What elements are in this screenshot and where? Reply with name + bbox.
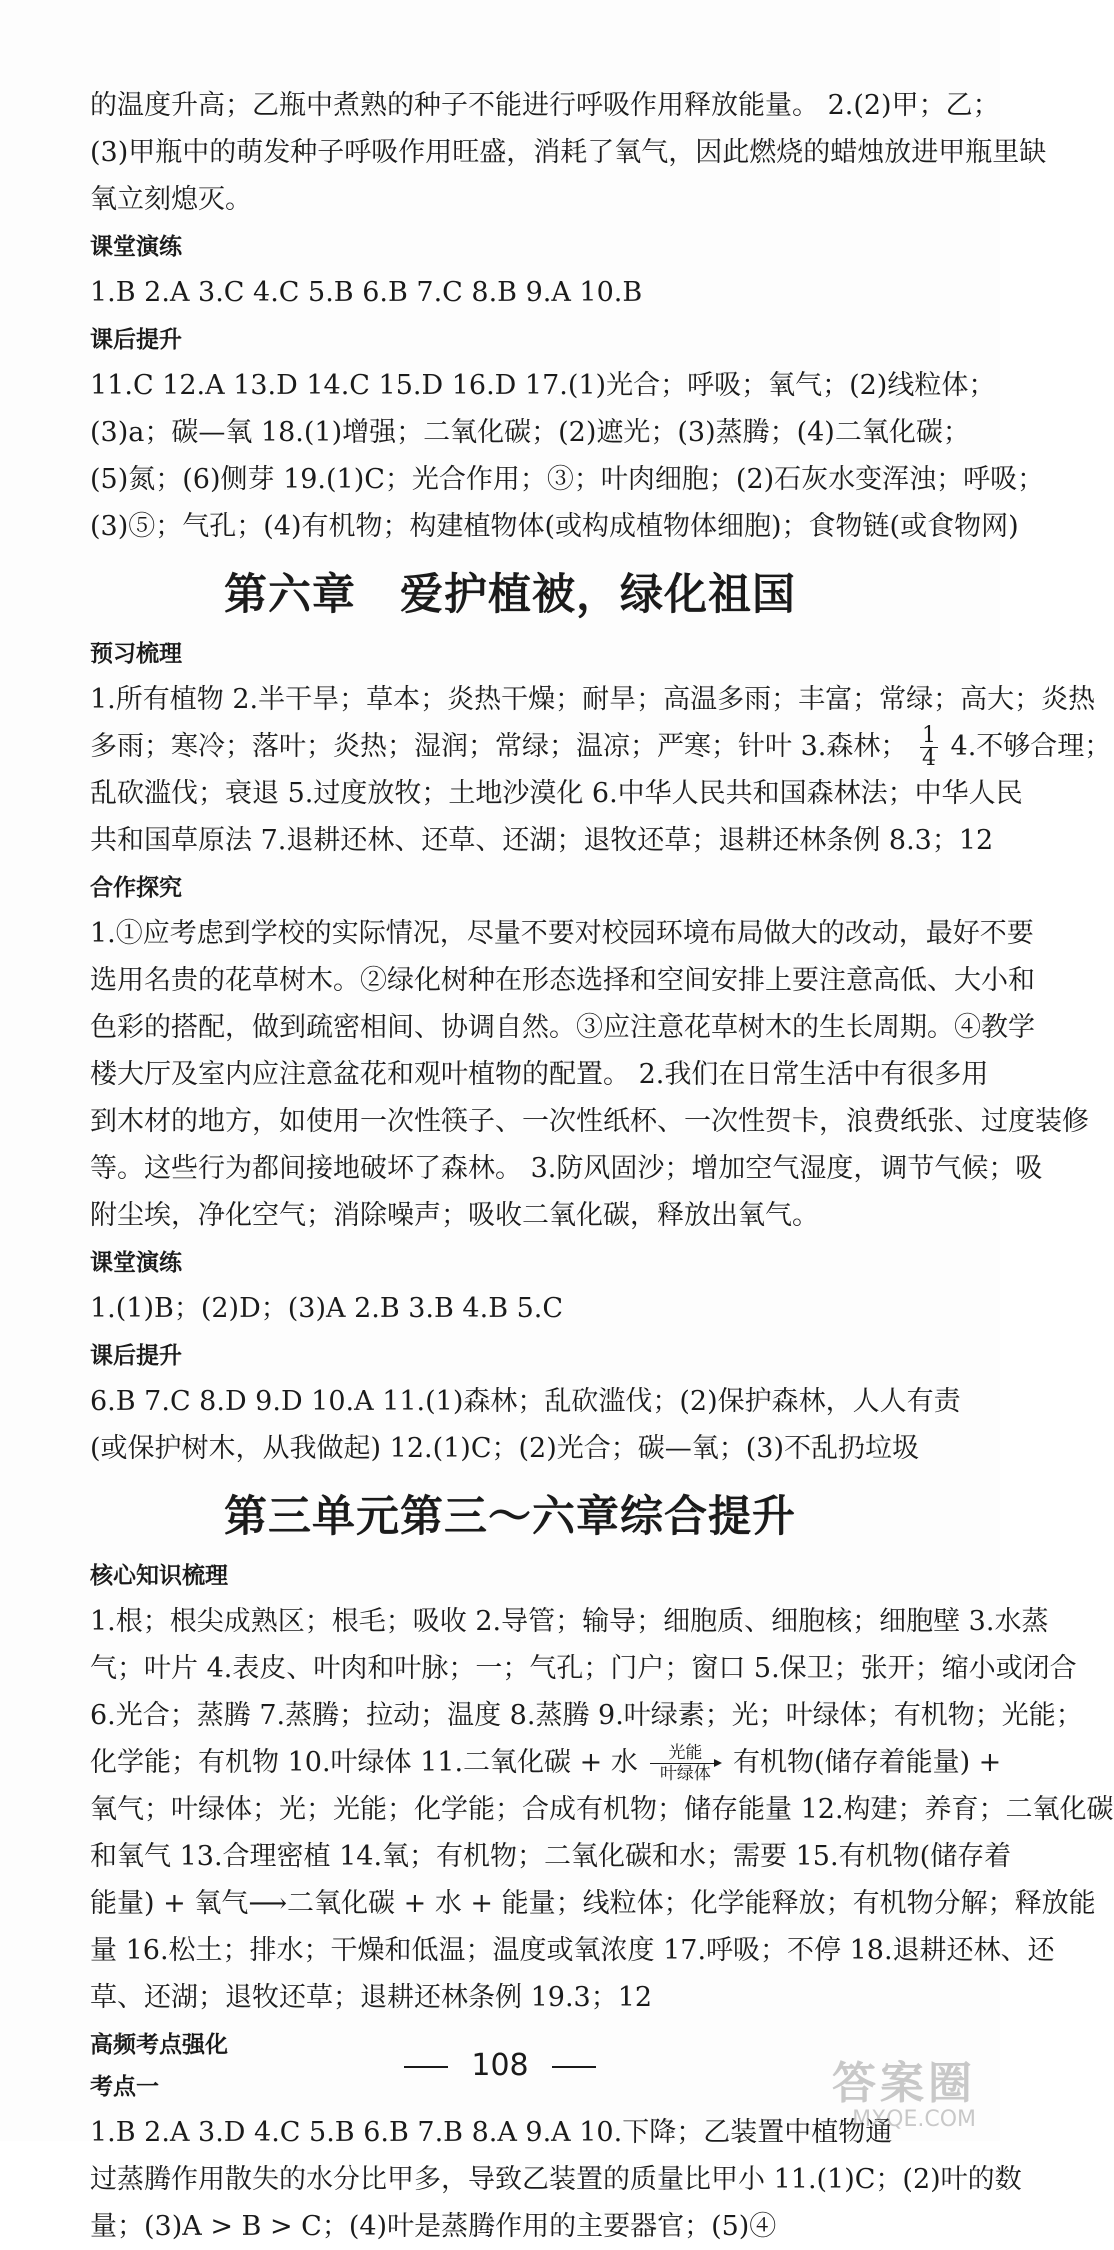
chapter-title: 第六章 爱护植被，绿化祖国 (224, 570, 796, 620)
after-class-answers (90, 362, 1045, 550)
text-line: 1.B 2.A 3.C 4.C 5.B 6.B 7.C 8.B 9.A 10.B (90, 277, 643, 308)
text-line: 量 16.松土；排水；干燥和低温；温度或氧浓度 17.呼吸；不停 18.退耕还林、还 (90, 1935, 1055, 1966)
text-line: (3)a；碳—氧 18.(1)增强；二氧化碳；(2)遮光；(3)蒸腾；(4)二氧化碳； (90, 417, 970, 448)
text-line: 和氧气 13.合理密植 14.氧；有机物；二氧化碳和水；需要 15.有机物(储存着 (90, 1841, 1012, 1872)
unit-title: 第三单元第三～六章综合提升 (224, 1492, 796, 1542)
page-number-dash (404, 2066, 448, 2068)
text-line: 过蒸腾作用散失的水分比甲多，导致乙装置的质量比甲小 11.(1)C；(2)叶的数 (90, 2164, 1022, 2195)
section-heading-cooperate: 合作探究 (90, 875, 182, 901)
section-heading-high-frequency: 高频考点强化 (90, 2032, 228, 2058)
text-line (90, 1739, 1002, 1786)
watermark-logo (776, 2060, 976, 2134)
text-line: 能量) + 氧气⟶二氧化碳 + 水 + 能量；线粒体；化学能释放；有机物分解；释放能 (90, 1888, 1096, 1919)
intro-paragraph (90, 82, 1047, 223)
text-line: 6.光合；蒸腾 7.蒸腾；拉动；温度 8.蒸腾 9.叶绿素；光；叶绿体；有机物；光能； (90, 1700, 1083, 1731)
section-heading-class-practice: 课堂演练 (90, 1250, 182, 1276)
text-line: 共和国草原法 7.退耕还林、还草、还湖；退牧还草；退耕还林条例 8.3；12 (90, 825, 994, 856)
text-line: 1.①应考虑到学校的实际情况，尽量不要对校园环境布局做大的改动，最好不要 (90, 918, 1034, 949)
fraction-numerator: 1 (921, 723, 936, 748)
text-line: (3)⑤；气孔；(4)有机物；构建植物体(或构成植物体细胞)；食物链(或食物网) (90, 511, 1019, 542)
section-heading-core: 核心知识梳理 (90, 1563, 228, 1589)
section-heading-after-class: 课后提升 (90, 1343, 182, 1369)
fraction-denominator: 4 (921, 746, 936, 771)
text-line: (3)甲瓶中的萌发种子呼吸作用旺盛，消耗了氧气，因此燃烧的蜡烛放进甲瓶里缺 (90, 137, 1047, 168)
text-line: 氧气；叶绿体；光；光能；化学能；合成有机物；储存能量 12.构建；养育；二氧化碳 (90, 1794, 1114, 1825)
section-heading-class-practice: 课堂演练 (90, 234, 182, 260)
section-heading-after-class: 课后提升 (90, 327, 182, 353)
text-line: (或保护树木，从我做起) 12.(1)C；(2)光合；碳—氧；(3)不乱扔垃圾 (90, 1433, 919, 1464)
text-line: 楼大厅及室内应注意盆花和观叶植物的配置。 2.我们在日常生活中有很多用 (90, 1059, 989, 1090)
watermark-url: MXQE.COM (852, 2107, 976, 2132)
page-number-value: 108 (471, 2048, 529, 2083)
arrow-shaft (650, 1763, 720, 1764)
after-class-answers (90, 1378, 961, 1472)
class-practice-answers (90, 269, 930, 316)
section-heading-preview: 预习梳理 (90, 641, 182, 667)
text-segment: 化学能；有机物 10.叶绿体 11.二氧化碳 + 水 (90, 1747, 638, 1778)
text-line: 量；(3)A > B > C；(4)叶是蒸腾作用的主要器官；(5)④ (90, 2211, 777, 2242)
text-line: 色彩的搭配，做到疏密相间、协调自然。③应注意花草树木的生长周期。④教学 (90, 1012, 1035, 1043)
text-line: 乱砍滥伐；衰退 5.过度放牧；土地沙漠化 6.中华人民共和国森林法；中华人民 (90, 778, 1023, 809)
class-practice-answers (90, 1285, 930, 1332)
text-line: 附尘埃，净化空气；消除噪声；吸收二氧化碳，释放出氧气。 (90, 1200, 819, 1231)
preview-answers (90, 676, 1112, 864)
text-line: 11.C 12.A 13.D 14.C 15.D 16.D 17.(1)光合；呼吸；氧气；(2)线粒体； (90, 370, 996, 401)
arrow-site: 叶绿体 (659, 1764, 711, 1784)
core-answers (90, 1598, 1114, 2021)
text-line: 1.所有植物 2.半干旱；草本；炎热干燥；耐旱；高温多雨；丰富；常绿；高大；炎热 (90, 684, 1096, 715)
page-content (90, 82, 1114, 2250)
text-line (90, 723, 1112, 771)
text-line: 的温度升高；乙瓶中煮熟的种子不能进行呼吸作用释放能量。 2.(2)甲；乙； (90, 90, 1000, 121)
fraction (920, 725, 938, 770)
text-line: 选用名贵的花草树木。②绿化树种在形态选择和空间安排上要注意高低、大小和 (90, 965, 1035, 996)
cooperate-answers (90, 910, 1089, 1239)
text-line: 1.根；根尖成熟区；根毛；吸收 2.导管；输导；细胞质、细胞核；细胞壁 3.水蒸 (90, 1606, 1049, 1637)
text-line: 等。这些行为都间接地破坏了森林。 3.防风固沙；增加空气湿度，调节气候；吸 (90, 1153, 1043, 1184)
section-heading-point-one: 考点一 (90, 2074, 159, 2100)
reaction-arrow (650, 1743, 720, 1784)
page-number-dash (552, 2066, 596, 2068)
text-line: 气；叶片 4.表皮、叶肉和叶脉；一；气孔；门户；窗口 5.保卫；张开；缩小或闭合 (90, 1653, 1077, 1684)
text-line: 到木材的地方，如使用一次性筷子、一次性纸杯、一次性贺卡，浪费纸张、过度装修 (90, 1106, 1089, 1137)
text-segment: 多雨；寒冷；落叶；炎热；湿润；常绿；温凉；严寒；针叶 3.森林； (90, 731, 908, 762)
text-line: 草、还湖；退牧还草；退耕还林条例 19.3；12 (90, 1982, 653, 2013)
text-line: 6.B 7.C 8.D 9.D 10.A 11.(1)森林；乱砍滥伐；(2)保护森林，人人有责 (90, 1386, 961, 1417)
text-line: 氧立刻熄灭。 (90, 184, 252, 215)
text-segment: 4.不够合理； (950, 731, 1112, 762)
watermark-logo-text: 答案圈 (832, 2058, 976, 2109)
text-segment: 有机物(储存着能量) + (733, 1747, 1002, 1778)
text-line: 1.(1)B；(2)D；(3)A 2.B 3.B 4.B 5.C (90, 1293, 564, 1324)
text-line: 1.B 2.A 3.D 4.C 5.B 6.B 7.B 8.A 9.A 10.下降；乙装置中植物通 (90, 2117, 893, 2148)
arrow-condition: 光能 (668, 1743, 703, 1763)
text-line: (5)氮；(6)侧芽 19.(1)C；光合作用；③；叶肉细胞；(2)石灰水变浑浊；呼吸； (90, 464, 1045, 495)
